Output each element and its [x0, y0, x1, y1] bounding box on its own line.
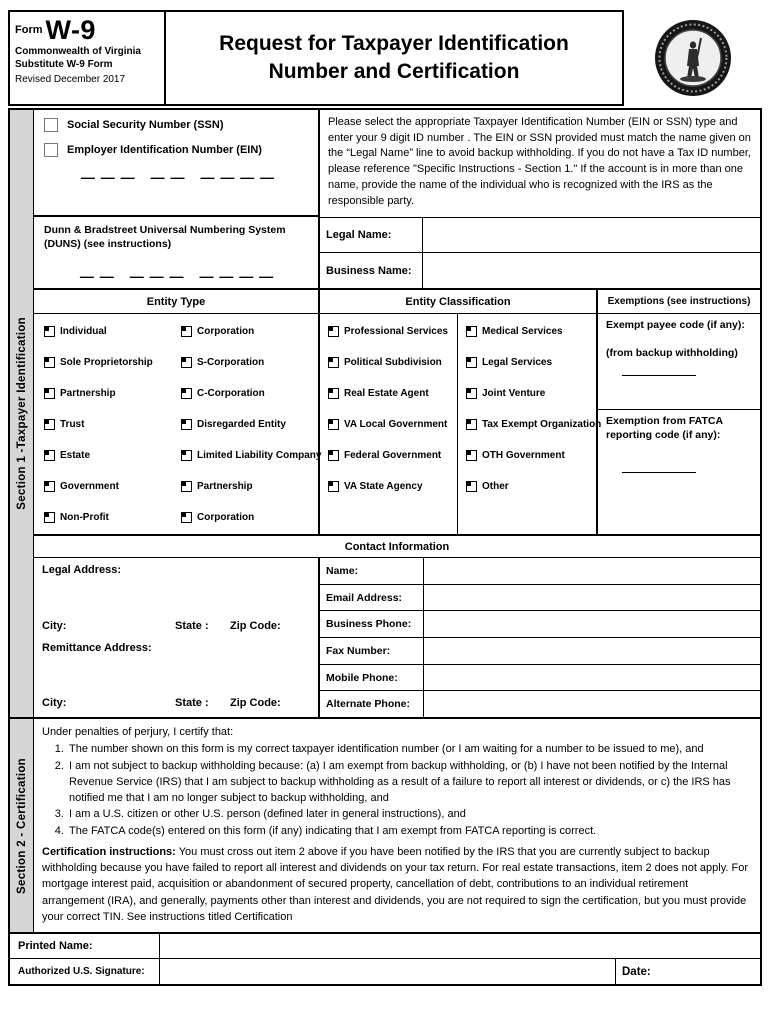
fax-number-input[interactable] — [424, 638, 760, 664]
legal-address-label: Legal Address: — [42, 564, 122, 576]
exempt-payee-code-input[interactable] — [622, 375, 696, 376]
printed-name-input[interactable] — [160, 934, 760, 958]
contact-information-header: Contact Information — [34, 536, 760, 558]
entity-type-row — [34, 347, 318, 378]
business-phone-label: Business Phone: — [320, 611, 424, 637]
checkbox-disregarded-entity[interactable] — [181, 419, 192, 430]
checkbox-trust[interactable] — [44, 419, 55, 430]
entity-type-option[interactable] — [181, 450, 322, 461]
fax-number-label: Fax Number: — [320, 638, 424, 664]
fatca-box — [598, 410, 760, 534]
entity-classification-col2 — [458, 314, 602, 534]
section-2-label: Section 2 - Certification — [15, 757, 28, 894]
zip-label: Zip Code: — [230, 619, 281, 632]
checkbox-corporation[interactable] — [181, 326, 192, 337]
checkbox-political-subdivision[interactable] — [328, 357, 339, 368]
section-1-sidebar — [10, 110, 34, 717]
checkbox-llc[interactable] — [181, 450, 192, 461]
revision-date: Revised December 2017 — [15, 74, 126, 85]
entity-type-option[interactable] — [181, 388, 318, 399]
entity-type-option[interactable] — [181, 419, 318, 430]
remittance-address-label: Remittance Address: — [42, 641, 152, 654]
entity-type-option[interactable] — [44, 512, 181, 523]
city-label: City: — [42, 619, 67, 632]
option-label: Disregarded Entity — [197, 419, 286, 430]
business-name-label: Business Name: — [320, 253, 423, 288]
ein-checkbox[interactable] — [44, 143, 58, 157]
duns-digits-field[interactable]: — — — — — — — — — — [79, 268, 275, 285]
entity-class-option[interactable] — [458, 440, 596, 471]
entity-type-option[interactable] — [44, 326, 181, 337]
option-label: Trust — [60, 419, 85, 430]
entity-class-option[interactable] — [320, 409, 457, 440]
entity-type-option[interactable] — [44, 388, 181, 399]
email-address-input[interactable] — [424, 585, 760, 611]
mobile-phone-input[interactable] — [424, 665, 760, 691]
entity-type-row — [34, 409, 318, 440]
exempt-payee-label: Exempt payee code (if any): — [606, 319, 745, 331]
option-label: Estate — [60, 450, 91, 461]
legal-city-state-zip-row — [42, 620, 310, 632]
entity-type-header: Entity Type — [34, 290, 320, 313]
entity-class-option[interactable] — [320, 440, 457, 471]
form-title-line2: Number and Certification — [268, 60, 520, 83]
date-label: Date: — [622, 965, 651, 978]
option-label: S-Corporation — [197, 357, 265, 368]
duns-box — [34, 217, 318, 288]
entity-classification-header: Entity Classification — [320, 290, 598, 313]
entity-type-option[interactable] — [181, 357, 318, 368]
form-title — [166, 10, 624, 106]
entity-class-option[interactable] — [458, 471, 596, 502]
option-label: Non-Profit — [60, 512, 109, 523]
org-line2: Substitute W-9 Form — [15, 58, 113, 70]
mobile-phone-label: Mobile Phone: — [320, 665, 424, 691]
virginia-seal-icon — [653, 18, 733, 98]
section-2-sidebar — [10, 719, 34, 932]
certification-instructions — [42, 844, 750, 925]
business-name-input[interactable] — [423, 253, 760, 288]
checkbox-legal-services[interactable] — [466, 357, 477, 368]
certification-instructions-heading: Certification instructions: — [42, 845, 176, 858]
org-line1: Commonwealth of Virginia — [15, 46, 141, 57]
entity-type-row — [34, 316, 318, 347]
certification-item: 1. The number shown on this form is my correct taxpayer identification number (or I am waiting for a number to be issued to me), and — [67, 741, 750, 757]
checkbox-professional-services[interactable] — [328, 326, 339, 337]
checkbox-individual[interactable] — [44, 326, 55, 337]
exempt-payee-sub-label: (from backup withholding) — [606, 347, 738, 360]
entity-type-row — [34, 378, 318, 409]
alternate-phone-input[interactable] — [424, 691, 760, 717]
entity-type-option[interactable] — [181, 512, 318, 523]
certification-text — [34, 719, 760, 932]
checkbox-real-estate-agent[interactable] — [328, 388, 339, 399]
option-label: C-Corporation — [197, 388, 265, 399]
ein-label: Employer Identification Number (EIN) — [67, 144, 262, 156]
section-1 — [10, 110, 760, 717]
certification-instructions-body: You must cross out item 2 above if you have been notified by the IRS that you are currently subject to backup withholding because you have failed to report all interest and dividends on your tax return. For real estate transactions, item 2 does not apply. For mortgage interest paid, acquisition or abandonment of secured property, cancellation of debt, contributions to an individual retirement arrangement (IRA), and generally, payments other than interest and dividends, you are not required to sign the certification, but you must provide your correct TIN. See instructions titled Certification — [42, 845, 749, 923]
entity-type-row — [34, 502, 318, 533]
form-word: Form — [15, 24, 43, 36]
contact-address-column — [34, 558, 320, 717]
entity-type-option[interactable] — [181, 326, 318, 337]
entity-class-option[interactable] — [458, 347, 596, 378]
checkbox-c-corporation[interactable] — [181, 388, 192, 399]
ssn-checkbox[interactable] — [44, 118, 58, 132]
checkbox-joint-venture[interactable] — [466, 388, 477, 399]
business-name-row — [320, 253, 760, 288]
entity-body — [34, 314, 760, 536]
option-label: Corporation — [197, 326, 255, 337]
ssn-label: Social Security Number (SSN) — [67, 119, 224, 131]
entity-classification-col1 — [320, 314, 458, 534]
option-label: Medical Services — [482, 326, 563, 337]
option-label: Political Subdivision — [344, 357, 442, 368]
option-label: Tax Exempt Organization — [482, 419, 602, 430]
entity-type-option[interactable] — [44, 357, 181, 368]
ein-option[interactable] — [44, 144, 312, 157]
legal-name-row — [320, 218, 760, 253]
signature-label: Authorized U.S. Signature: — [10, 959, 160, 984]
legal-name-label: Legal Name: — [320, 218, 423, 252]
checkbox-tax-exempt-organization[interactable] — [466, 419, 477, 430]
fatca-code-input[interactable] — [622, 472, 696, 473]
entity-classification-column — [320, 314, 602, 534]
legal-name-input[interactable] — [423, 218, 760, 252]
option-label: Corporation — [197, 512, 255, 523]
entity-type-option[interactable] — [44, 419, 181, 430]
checkbox-va-local-government[interactable] — [328, 419, 339, 430]
option-label: Joint Venture — [482, 388, 546, 399]
form-id-box — [8, 10, 166, 106]
checkbox-estate[interactable] — [44, 450, 55, 461]
section-2 — [10, 717, 760, 932]
section-1-label: Section 1 -Taxpayer Identification — [15, 317, 28, 510]
option-label: Federal Government — [344, 450, 442, 461]
exemptions-column — [598, 314, 760, 534]
zip-label: Zip Code: — [230, 697, 281, 709]
option-label: Government — [60, 481, 119, 492]
tin-row — [34, 110, 760, 290]
remittance-city-state-zip-row — [42, 697, 310, 709]
entity-type-option[interactable] — [44, 481, 181, 492]
entity-class-option[interactable] — [458, 378, 596, 409]
entity-type-option[interactable] — [181, 481, 318, 492]
entity-type-row — [34, 471, 318, 502]
certification-intro: Under penalties of perjury, I certify that: — [42, 726, 234, 738]
alternate-phone-label: Alternate Phone: — [320, 691, 424, 717]
entity-type-option[interactable] — [44, 450, 181, 461]
entity-class-option[interactable] — [320, 347, 457, 378]
checkbox-other[interactable] — [466, 481, 477, 492]
checkbox-sole-proprietorship[interactable] — [44, 357, 55, 368]
contact-row — [320, 611, 760, 638]
fatca-label: Exemption from FATCA reporting code (if any): — [606, 415, 723, 442]
option-label: Other — [482, 481, 509, 492]
option-label: OTH Government — [482, 450, 565, 461]
checkbox-government[interactable] — [44, 481, 55, 492]
option-label: Partnership — [197, 481, 253, 492]
entity-header-row — [34, 290, 760, 314]
exemptions-header: Exemptions (see instructions) — [607, 296, 751, 307]
checkbox-federal-government[interactable] — [328, 450, 339, 461]
contact-fields-column — [320, 558, 760, 717]
name-input[interactable] — [424, 558, 760, 584]
tin-digits-field[interactable]: — — — — — — — — — — [80, 169, 276, 185]
email-address-label: Email Address: — [320, 585, 424, 611]
city-label: City: — [42, 697, 67, 709]
exempt-payee-box — [598, 314, 760, 410]
checkbox-non-profit[interactable] — [44, 512, 55, 523]
duns-label: Dunn & Bradstreet Universal Numbering System (DUNS) (see instructions) — [44, 224, 286, 250]
option-label: Sole Proprietorship — [60, 357, 153, 368]
option-label: Partnership — [60, 388, 116, 399]
form-header — [8, 10, 762, 106]
contact-row — [320, 558, 760, 585]
entity-class-option[interactable] — [320, 378, 457, 409]
printed-name-label: Printed Name: — [10, 934, 160, 958]
option-label: Limited Liability Company — [197, 450, 322, 461]
contact-row — [320, 665, 760, 692]
entity-class-option[interactable] — [458, 409, 602, 440]
printed-name-row — [10, 932, 760, 958]
tin-type-box — [34, 110, 318, 217]
option-label: VA Local Government — [344, 419, 448, 430]
seal-area — [624, 10, 762, 106]
option-label: Legal Services — [482, 357, 553, 368]
certification-list — [42, 741, 750, 839]
option-label: Professional Services — [344, 326, 448, 337]
state-label: State : — [175, 619, 209, 632]
entity-type-row — [34, 440, 322, 471]
option-label: VA State Agency — [344, 481, 423, 492]
checkbox-s-corporation[interactable] — [181, 357, 192, 368]
form-number-line — [15, 15, 159, 46]
entity-class-option[interactable] — [320, 471, 457, 502]
tin-instructions: Please select the appropriate Taxpayer Identification Number (EIN or SSN) type and enter your 9 digit ID number . The EIN or SSN provided must match the name given on the “Legal Name” line to avoid backup withholding. If you do not have a Tax ID number, please reference "Specific Instructions - Section 1." If the account is in more than one name, provide the name of the individual who is recognized with the IRS as the responsible party. — [320, 110, 760, 218]
entity-class-option[interactable] — [458, 316, 596, 347]
option-label: Real Estate Agent — [344, 388, 429, 399]
form-number: W-9 — [45, 15, 96, 45]
entity-type-column — [34, 314, 320, 534]
checkbox-partnership-2[interactable] — [181, 481, 192, 492]
option-label: Individual — [60, 326, 107, 337]
signature-input[interactable] — [160, 959, 615, 984]
contact-row — [320, 585, 760, 612]
checkbox-medical-services[interactable] — [466, 326, 477, 337]
checkbox-corporation-2[interactable] — [181, 512, 192, 523]
contact-row — [320, 638, 760, 665]
date-field[interactable] — [615, 959, 760, 984]
certification-item: 4. The FATCA code(s) entered on this form (if any) indicating that I am exempt from FATCA reporting is correct. — [67, 823, 750, 839]
form-title-line1: Request for Taxpayer Identification — [219, 31, 569, 55]
certification-item: 3. I am a U.S. citizen or other U.S. person (defined later in general instructions), and — [67, 806, 750, 822]
form-body — [8, 108, 762, 986]
checkbox-va-state-agency[interactable] — [328, 481, 339, 492]
signature-row — [10, 958, 760, 984]
legal-address-group — [34, 560, 318, 638]
contact-information-body — [34, 558, 760, 717]
remittance-address-group — [34, 638, 318, 716]
state-label: State : — [175, 697, 209, 709]
ssn-option[interactable] — [44, 119, 312, 132]
checkbox-oth-government[interactable] — [466, 450, 477, 461]
certification-item: 2. I am not subject to backup withholding because: (a) I am exempt from backup withholding, or (b) I have not been notified by the Internal Revenue Service (IRS) that I am subject to backup withholding as a result of a failure to report all interest or dividends, or c) the IRS has notified me that I am no longer subject to backup withholding, and — [67, 758, 750, 807]
name-label: Name: — [320, 558, 424, 584]
checkbox-partnership[interactable] — [44, 388, 55, 399]
contact-row — [320, 691, 760, 717]
entity-class-option[interactable] — [320, 316, 457, 347]
tin-column — [34, 110, 320, 288]
business-phone-input[interactable] — [424, 611, 760, 637]
